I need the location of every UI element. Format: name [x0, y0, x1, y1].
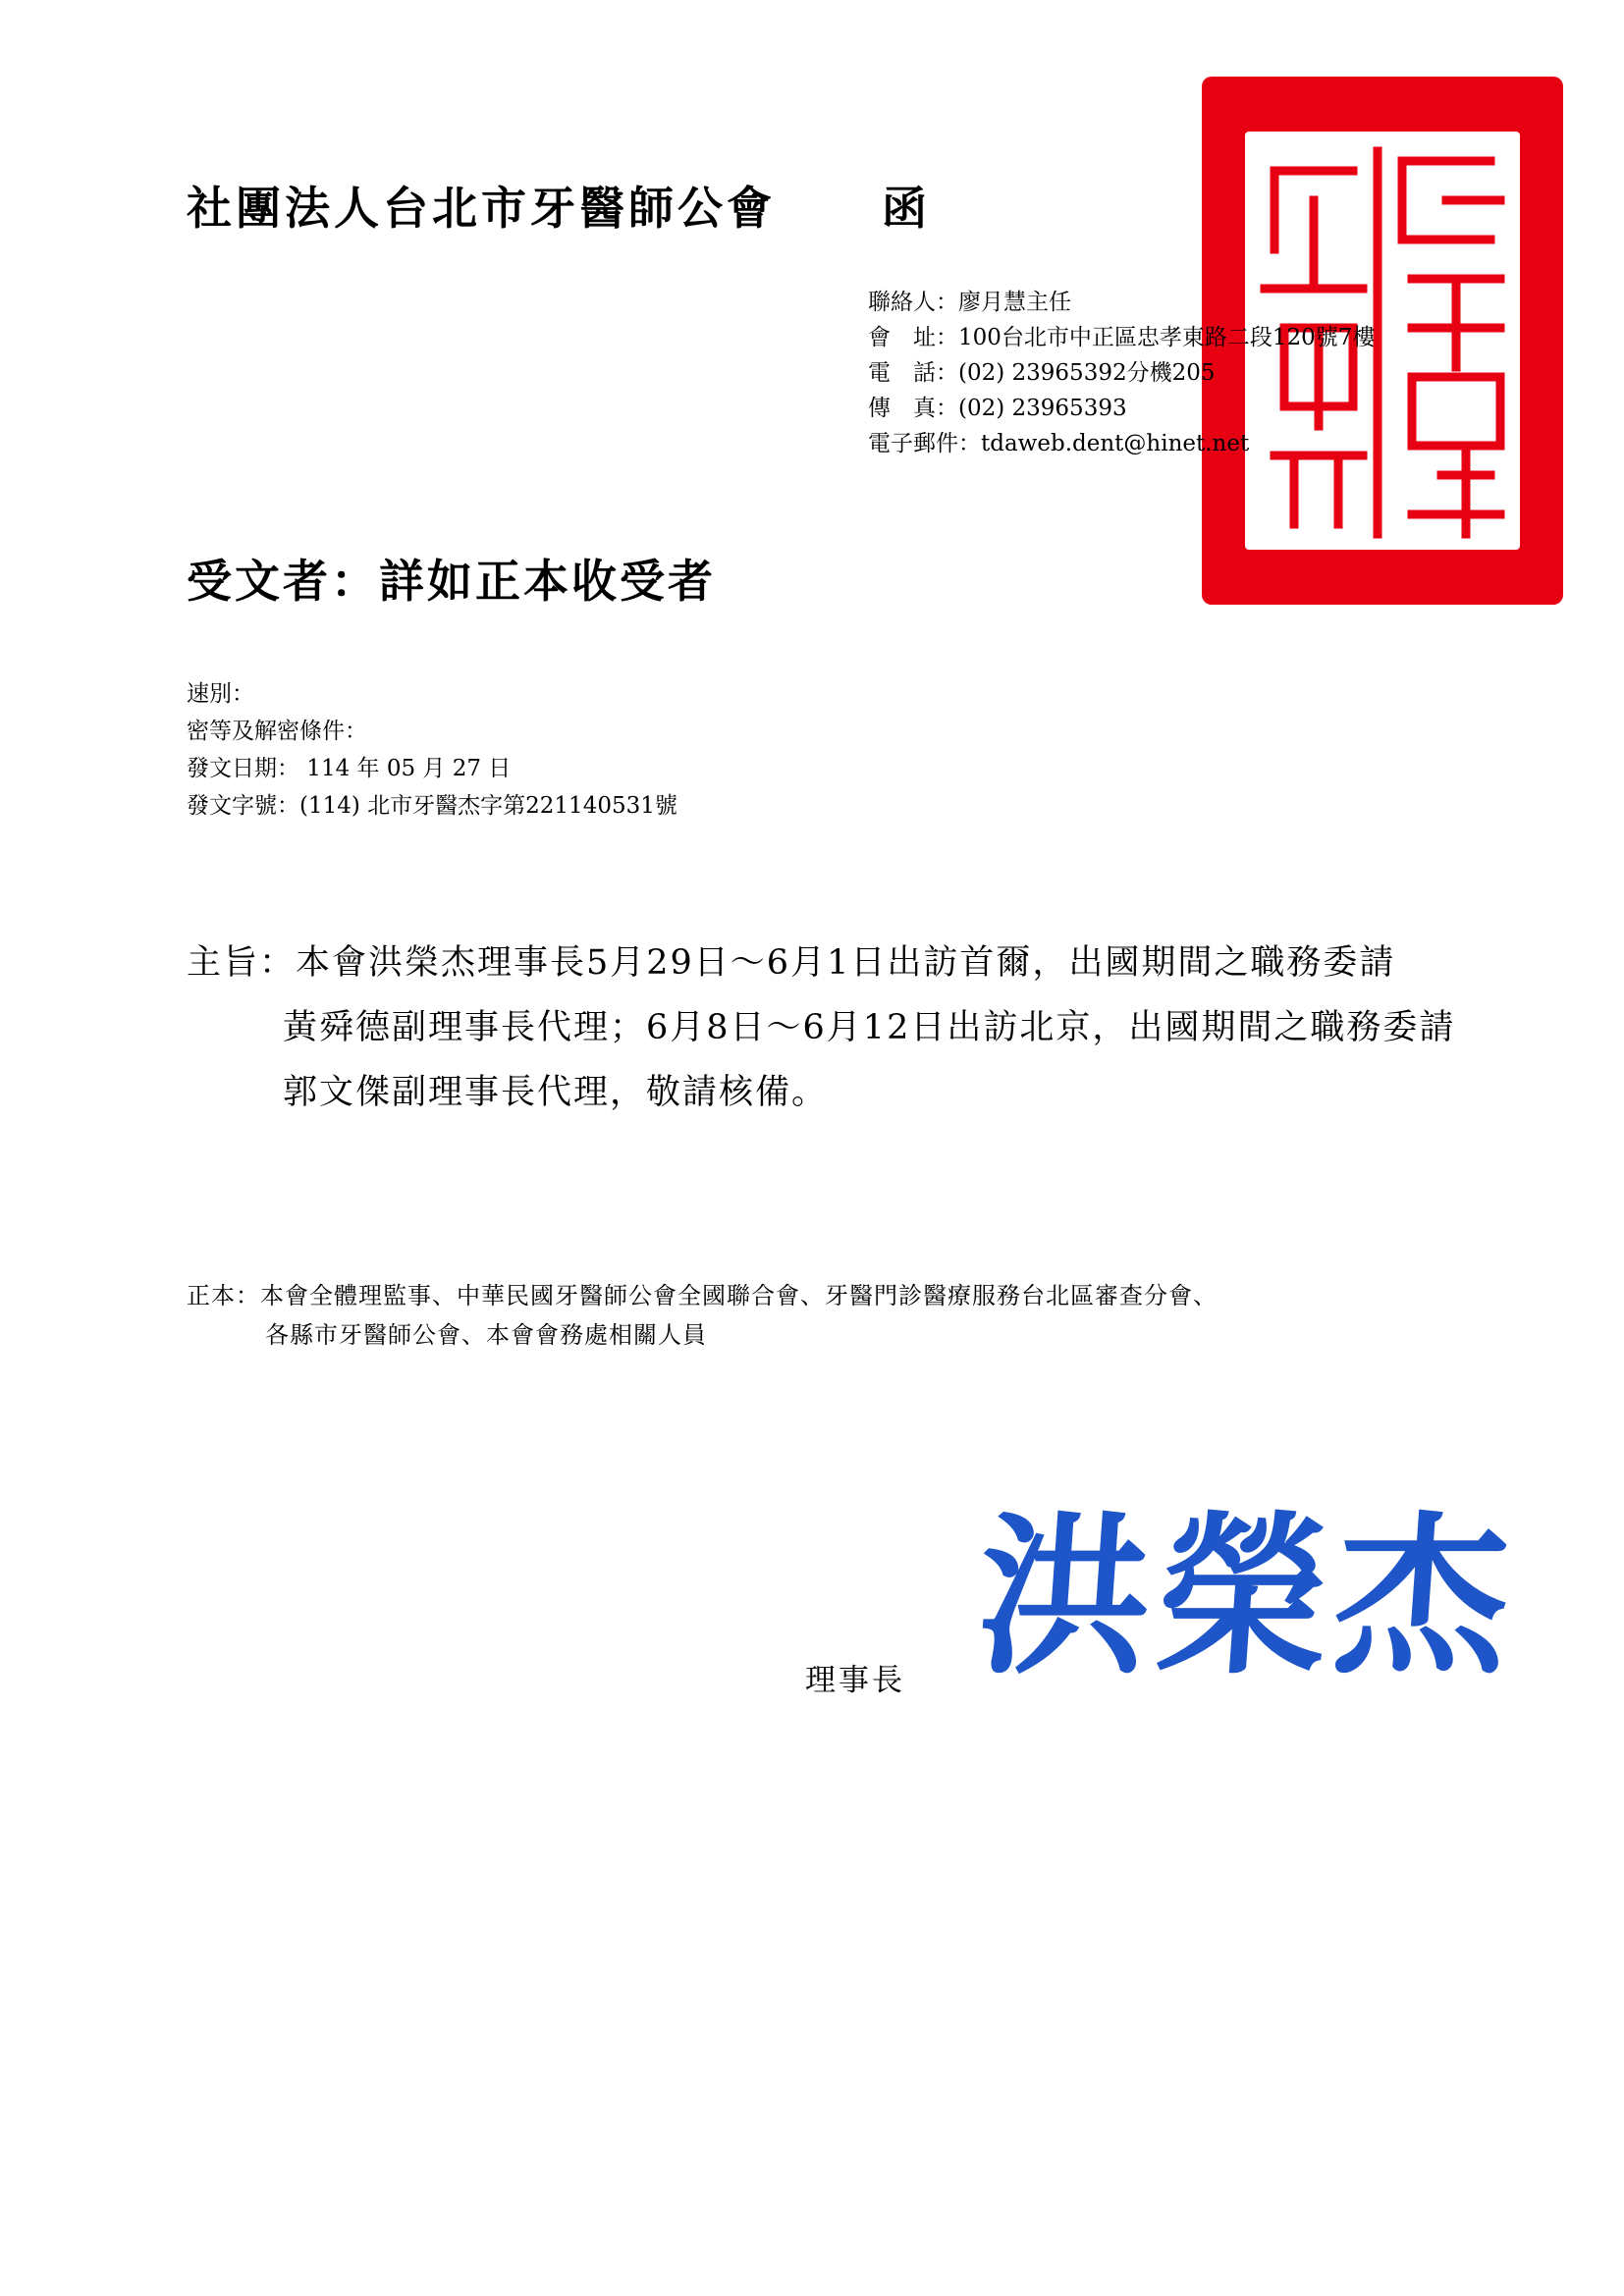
- document-meta: [187, 675, 677, 825]
- chairman-title: 理事長: [805, 1663, 905, 1698]
- document-number: 發文字號：(114) 北市牙醫杰字第221140531號: [187, 793, 677, 819]
- contact-fax: 傳 真：(02) 23965393: [868, 396, 1127, 421]
- chairman-signature: 洪榮杰: [970, 1497, 1522, 1698]
- speed-class: 速別：: [187, 681, 254, 707]
- copies-line-1: 正本：本會全體理監事、中華民國牙醫師公會全國聯合會、牙醫門診醫療服務台北區審查分會、: [187, 1282, 1218, 1309]
- subject-line-2: 黃舜德副理事長代理；6月8日～6月12日出訪北京，出國期間之職務委請: [283, 1008, 1456, 1047]
- contact-email: 電子郵件：tdaweb.dent@hinet.net: [868, 431, 1250, 456]
- secrecy-level: 密等及解密條件：: [187, 719, 367, 744]
- copies-line-2: 各縣市牙醫師公會、本會會務處相關人員: [265, 1321, 707, 1349]
- recipient: 受文者：詳如正本收受者: [187, 555, 716, 608]
- contact-address: 會 址：100台北市中正區忠孝東路二段120號7樓: [868, 325, 1376, 350]
- document-type: 函: [882, 182, 927, 235]
- subject-line-1: 主旨：本會洪榮杰理事長5月29日～6月1日出訪首爾，出國期間之職務委請: [187, 943, 1396, 983]
- contact-phone: 電 話：(02) 23965392分機205: [868, 360, 1216, 386]
- contact-person: 聯絡人：廖月慧主任: [868, 290, 1071, 315]
- issue-date: 發文日期： 114 年 05 月 27 日: [187, 756, 512, 781]
- organization-name: 社團法人台北市牙醫師公會: [187, 182, 776, 235]
- subject-line-3: 郭文傑副理事長代理，敬請核備。: [283, 1073, 829, 1112]
- contact-block: [868, 285, 1375, 461]
- subject-paragraph: [187, 931, 1502, 1125]
- copies-recipients: [187, 1276, 1218, 1355]
